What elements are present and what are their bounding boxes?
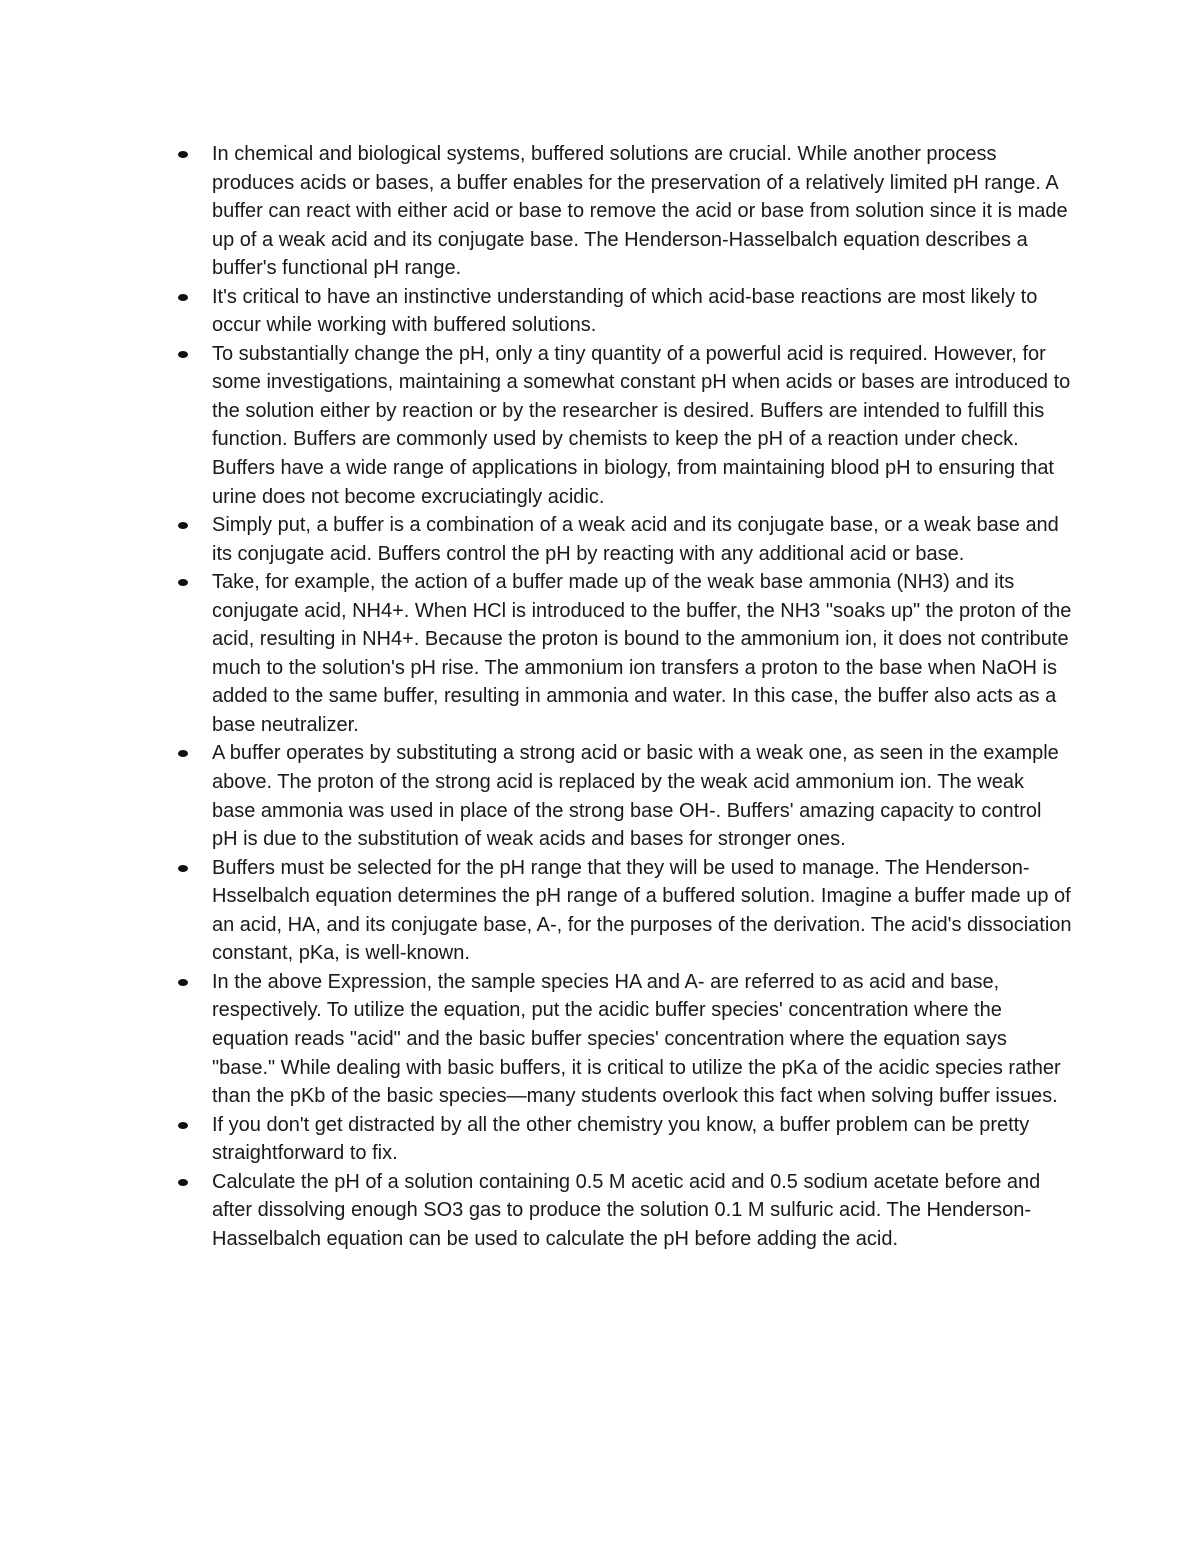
list-item [172, 854, 1072, 968]
bullet-icon [178, 522, 188, 529]
list-item [172, 1111, 1072, 1168]
list-item-text: A buffer operates by substituting a strong acid or basic with a weak one, as seen in the example above. The proton of the strong acid is replaced by the weak acid ammonium ion. The weak base ammonia was used in place of the strong base OH-. Buffers' amazing capacity to control pH is due to the substitution of weak acids and bases for stronger ones. [212, 742, 1059, 851]
list-item-text: It's critical to have an instinctive understanding of which acid-base reactions are most likely to occur while working with buffered solutions. [212, 285, 1038, 337]
list-item [172, 283, 1072, 340]
list-item-text: Simply put, a buffer is a combination of a weak acid and its conjugate base, or a weak base and its conjugate acid. Buffers control the pH by reacting with any additional acid or base. [212, 514, 1059, 565]
bullet-icon [178, 151, 188, 158]
list-item [172, 1168, 1072, 1254]
bullet-icon [178, 351, 188, 358]
list-item-text: Take, for example, the action of a buffer made up of the weak base ammonia (NH3) and its conjugate acid, NH4+. When HCl is introduced to the buffer, the NH3 "soaks up" the proton of the acid, resulting in NH4+. Because the proton is bound to the ammonium ion, it does not contribute much to the solution's pH rise. The ammonium ion transfers a proton to the base when NaOH is added to the same buffer, resulting in ammonia and water. In this case, the buffer also acts as a base neutralizer. [212, 571, 1072, 736]
list-item [172, 739, 1072, 853]
list-item-text: If you don't get distracted by all the other chemistry you know, a buffer problem can be pretty straightforward to fix. [212, 1113, 1030, 1165]
list-item-text: Calculate the pH of a solution containing 0.5 M acetic acid and 0.5 sodium acetate before and after dissolving enough SO3 gas to produce the solution 0.1 M sulfuric acid. The Henderson-Hasselbalch equation can be used to calculate the pH before adding the acid. [212, 1170, 1041, 1250]
bullet-icon [178, 579, 188, 586]
bullet-icon [178, 294, 188, 301]
list-item [172, 968, 1072, 1111]
bullet-icon [178, 1179, 188, 1186]
list-item [172, 511, 1072, 568]
list-item-text: In the above Expression, the sample species HA and A- are referred to as acid and base, respectively. To utilize the equation, put the acidic buffer species' concentration where the equation reads "acid" and the basic buffer species' concentration where the equation says "base." While dealing with basic buffers, it is critical to utilize the pKa of the acidic species rather than the pKb of the basic species—many students overlook this fact when solving buffer issues. [212, 970, 1061, 1108]
list-item-text: Buffers must be selected for the pH range that they will be used to manage. The Henderson-Hsselbalch equation determines the pH range of a buffered solution. Imagine a buffer made up of an acid, HA, and its conjugate base, A-, for the purposes of the derivation. The acid's dissociation constant, pKa, is well-known. [212, 856, 1072, 965]
list-item [172, 140, 1072, 283]
list-item-text: To substantially change the pH, only a tiny quantity of a powerful acid is required. However, for some investigations, maintaining a somewhat constant pH when acids or bases are introduced to the solution either by reaction or by the researcher is desired. Buffers are intended to fulfill this function. Buffers are commonly used by chemists to keep the pH of a reaction under check. Buffers have a wide range of applications in biology, from maintaining blood pH to ensuring that urine does not become excruciatingly acidic. [212, 342, 1071, 508]
bullet-list [172, 140, 1072, 1253]
bullet-icon [178, 750, 188, 757]
bullet-icon [178, 1122, 188, 1129]
bullet-icon [178, 865, 188, 872]
list-item [172, 568, 1072, 739]
list-item-text: In chemical and biological systems, buffered solutions are crucial. While another process produces acids or bases, a buffer enables for the preservation of a relatively limited pH range. A buffer can react with either acid or base to remove the acid or base from solution since it is made up of a weak acid and its conjugate base. The Henderson-Hasselbalch equation describes a buffer's functional pH range. [212, 143, 1068, 280]
bullet-icon [178, 979, 188, 986]
list-item [172, 340, 1072, 511]
